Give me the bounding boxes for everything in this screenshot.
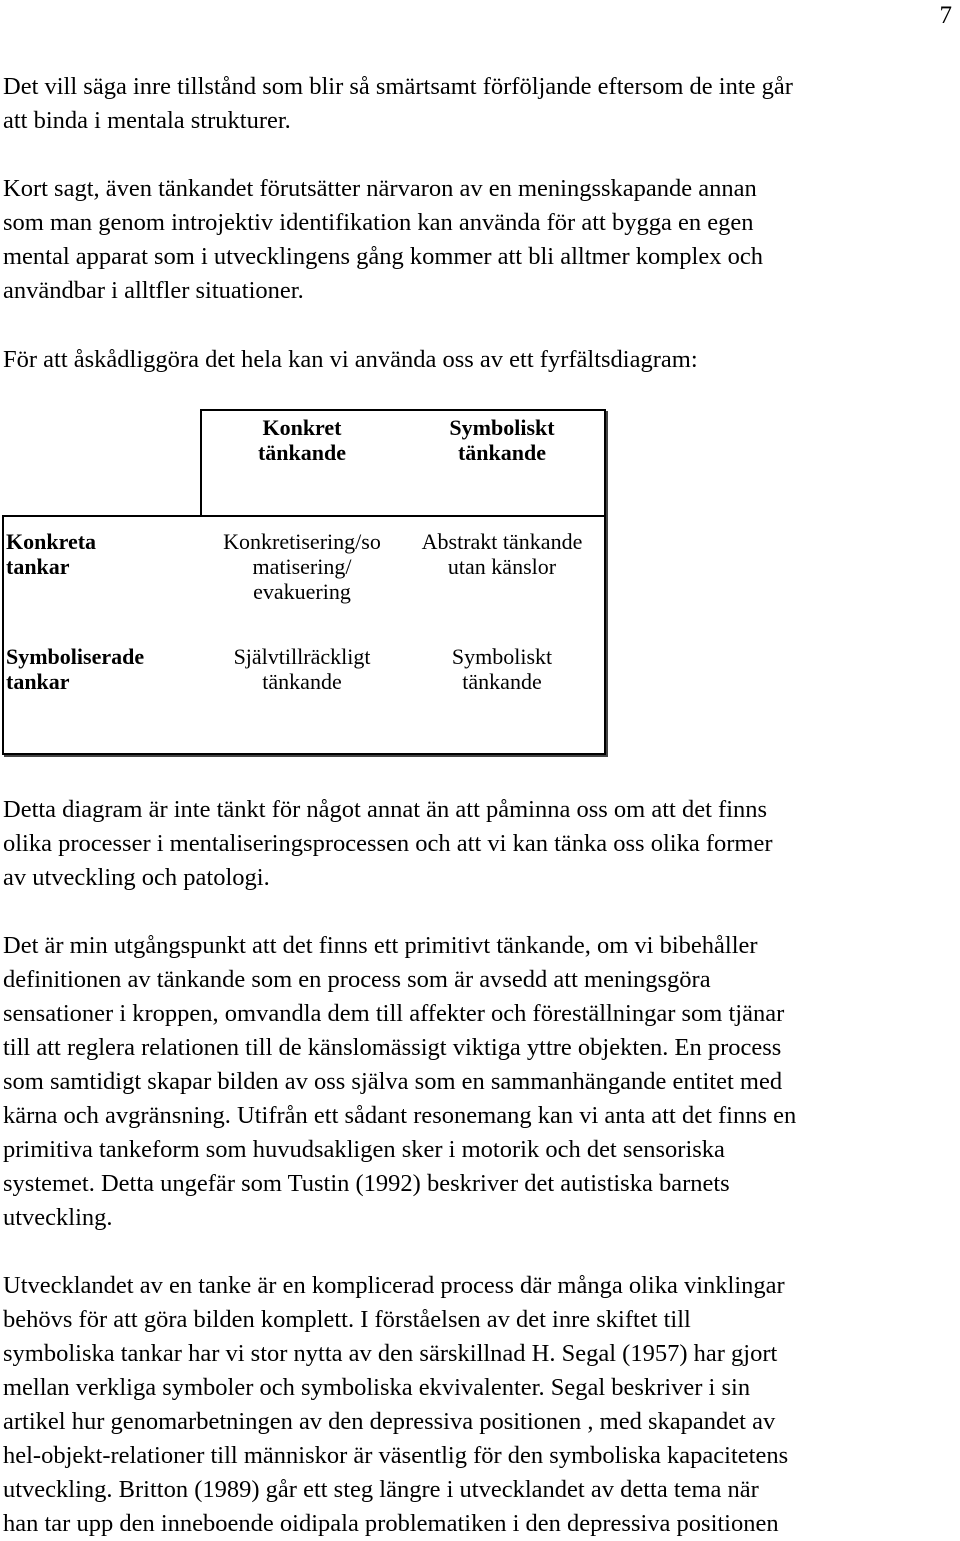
text-line: av utveckling och patologi. [3,864,270,891]
row-header-symbolized-thoughts [6,644,200,694]
text-line: till att reglera relationen till de känslomässigt viktiga yttre objekten. En process [3,1034,782,1061]
four-field-diagram [2,409,608,757]
column-header-line: Konkret [262,415,342,440]
text-line: Utvecklandet av en tanke är en komplicerad process där många olika vinklingar [3,1272,785,1299]
cell-line: matisering/ [252,554,352,579]
text-line: kärna och avgränsning. Utifrån ett sådant resonemang kan vi anta att det finns en [3,1102,797,1129]
paragraph-1 [3,70,955,138]
cell-line: Konkretisering/so [223,529,381,554]
text-line: definitionen av tänkande som en process som är avsedd att meningsgöra [3,966,711,993]
column-header-concrete [202,415,402,465]
text-line: symboliska tankar har vi stor nytta av den särskillnad H. Segal (1957) har gjort [3,1340,778,1367]
text-line: systemet. Detta ungefär som Tustin (1992) beskriver det autistiska barnets [3,1170,730,1197]
column-header-line: tänkande [257,440,347,465]
column-header-symbolic [402,415,602,465]
cell-line: Symboliskt [451,644,553,669]
text-line: primitiva tankeform som huvudsakligen sker i motorik och det sensoriska [3,1136,725,1163]
page-number: 7 [939,2,952,29]
row-header-line: tankar [6,669,70,694]
text-line: som samtidigt skapar bilden av oss själva som en sammanhängande entitet med [3,1068,783,1095]
paragraph-5 [3,929,955,1235]
text-line: För att åskådliggöra det hela kan vi använda oss av ett fyrfältsdiagram: [3,346,698,373]
column-header-line: tänkande [457,440,547,465]
row-header-concrete-thoughts [6,529,200,579]
cell-abstract-thinking [402,529,602,579]
cell-line: Abstrakt tänkande [421,529,583,554]
cell-line: evakuering [253,579,351,604]
text-line: som man genom introjektiv identifikation kan använda för att bygga en egen [3,209,754,236]
row-header-line: Konkreta [6,529,97,554]
text-line: behövs för att göra bilden komplett. I förståelsen av det inre skiftet till [3,1306,691,1333]
cell-line: tänkande [262,669,342,694]
text-line: olika processer i mentaliseringsprocessen och att vi kan tänka oss olika former [3,830,773,857]
cell-line: Självtillräckligt [233,644,371,669]
text-line: Det vill säga inre tillstånd som blir så smärtsamt förföljande eftersom de inte går [3,73,793,100]
row-header-line: tankar [6,554,70,579]
text-line: sensationer i kroppen, omvandla dem till affekter och föreställningar som tjänar [3,1000,785,1027]
text-line: hel-objekt-relationer till människor är väsentlig för den symboliska kapacitetens [3,1442,789,1469]
text-line: att binda i mentala strukturer. [3,107,291,134]
paragraph-2 [3,172,955,308]
text-line: mellan verkliga symboler och symboliska ekvivalenter. Segal beskriver i sin [3,1374,751,1401]
text-line: Detta diagram är inte tänkt för något annat än att påminna oss om att det finns [3,796,768,823]
cell-symbolic-thinking [402,644,602,694]
cell-line: tänkande [462,669,542,694]
text-line: han tar upp den inneboende oidipala problematiken i den depressiva positionen [3,1510,779,1537]
text-line: mental apparat som i utvecklingens gång kommer att bli alltmer komplex och [3,243,763,270]
cell-self-sufficient [202,644,402,694]
text-line: utveckling. Britton (1989) går ett steg längre i utvecklandet av detta tema när [3,1476,759,1503]
paragraph-4 [3,793,955,895]
paragraph-6 [3,1269,955,1541]
text-line: Det är min utgångspunkt att det finns ett primitivt tänkande, om vi bibehåller [3,932,758,959]
paragraph-3 [3,343,955,377]
row-header-line: Symboliserade [6,644,145,669]
column-header-line: Symboliskt [449,415,555,440]
cell-concretization [202,529,402,604]
cell-line: utan känslor [447,554,557,579]
text-line: Kort sagt, även tänkandet förutsätter närvaron av en meningsskapande annan [3,175,757,202]
text-line: utveckling. [3,1204,113,1231]
text-line: användbar i alltfler situationer. [3,277,304,304]
text-line: artikel hur genomarbetningen av den depressiva positionen , med skapandet av [3,1408,776,1435]
